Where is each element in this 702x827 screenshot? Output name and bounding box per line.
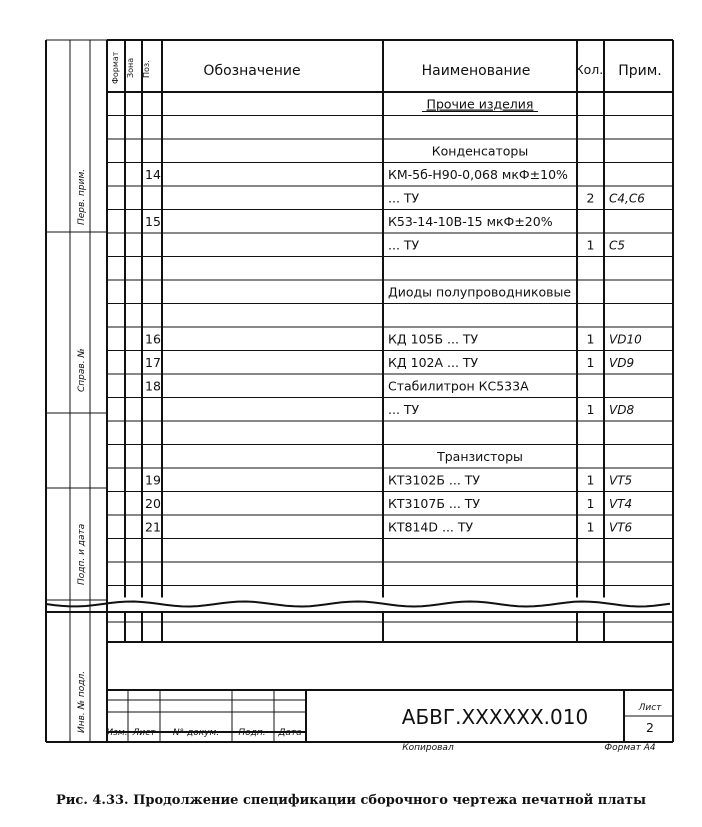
row-qty: 1 — [586, 402, 595, 417]
row-qty: 1 — [586, 496, 595, 511]
header-qty: Кол. — [574, 62, 604, 77]
row-name: КД 102А ... ТУ — [388, 355, 479, 370]
row-name: КТ814D ... ТУ — [388, 519, 474, 535]
col-sign: Подп. — [238, 728, 266, 738]
row-name: КД 105Б ... ТУ — [388, 331, 479, 347]
row-name: ... ТУ — [388, 237, 420, 253]
copied-label: Копировал — [402, 743, 454, 753]
col-change: Изм. — [106, 728, 128, 738]
row-pos: 19 — [145, 472, 161, 488]
row-note: VD8 — [609, 403, 635, 417]
row-name: К53-14-10В-15 мкФ±20% — [388, 214, 553, 229]
sheet-number: 2 — [646, 720, 654, 735]
row-name: КТ3102Б ... ТУ — [388, 472, 481, 488]
header-name: Наименование — [421, 63, 531, 79]
row-qty: 2 — [586, 190, 595, 206]
row-name: Прочие изделия — [426, 96, 534, 112]
margin-first-use: Перв. прим. — [77, 168, 87, 225]
document-code: АБВГ.XXXXXX.010 — [401, 705, 589, 729]
break-line — [46, 602, 670, 607]
col-doc-no: N° докум. — [172, 728, 220, 738]
row-name: КТ3107Б ... ТУ — [388, 496, 481, 511]
row-note: VT6 — [609, 520, 633, 535]
header-zone: Зона — [126, 57, 135, 78]
row-note: VT4 — [609, 497, 633, 511]
row-qty: 1 — [586, 237, 595, 253]
header-note: Прим. — [618, 63, 662, 79]
row-name: Стабилитрон КС533А — [388, 378, 529, 394]
row-qty: 1 — [586, 331, 595, 347]
row-note: VD10 — [609, 332, 642, 347]
row-name: ... ТУ — [388, 402, 420, 417]
header-format: Формат — [111, 51, 120, 84]
row-name: КМ-5б-Н90-0,068 мкФ±10% — [388, 167, 568, 182]
row-pos: 18 — [145, 378, 161, 394]
margin-inv-no: Инв. № подл. — [77, 670, 87, 733]
row-pos: 15 — [145, 214, 161, 229]
col-sheet: Лист — [132, 728, 156, 738]
header-pos: Поз. — [142, 60, 151, 78]
row-pos: 14 — [145, 167, 161, 182]
row-qty: 1 — [586, 355, 595, 370]
margin-ref-no: Справ. № — [77, 348, 87, 392]
sheet-label: Лист — [638, 703, 662, 713]
row-pos: 16 — [145, 331, 161, 347]
row-note: VT5 — [609, 473, 633, 488]
row-pos: 21 — [145, 519, 161, 535]
row-pos: 17 — [145, 355, 161, 370]
row-name: Диоды полупроводниковые — [388, 284, 572, 300]
row-note: С5 — [609, 238, 626, 253]
margin-sign-date: Подп. и дата — [77, 523, 87, 585]
figure-caption: Рис. 4.33. Продолжение спецификации сборочного чертежа печатной платы — [55, 793, 647, 808]
row-pos: 20 — [145, 496, 161, 511]
table-grid — [46, 40, 673, 742]
row-name: Конденсаторы — [431, 143, 529, 159]
format-label: Формат А4 — [604, 743, 656, 753]
row-qty: 1 — [586, 519, 595, 535]
header-designation: Обозначение — [203, 63, 301, 79]
col-date: Дата — [278, 728, 302, 738]
row-note: VD9 — [609, 356, 635, 370]
row-qty: 1 — [586, 472, 595, 488]
row-name: ... ТУ — [388, 190, 420, 206]
row-note: С4,С6 — [609, 191, 645, 206]
row-name: Транзисторы — [437, 449, 523, 464]
